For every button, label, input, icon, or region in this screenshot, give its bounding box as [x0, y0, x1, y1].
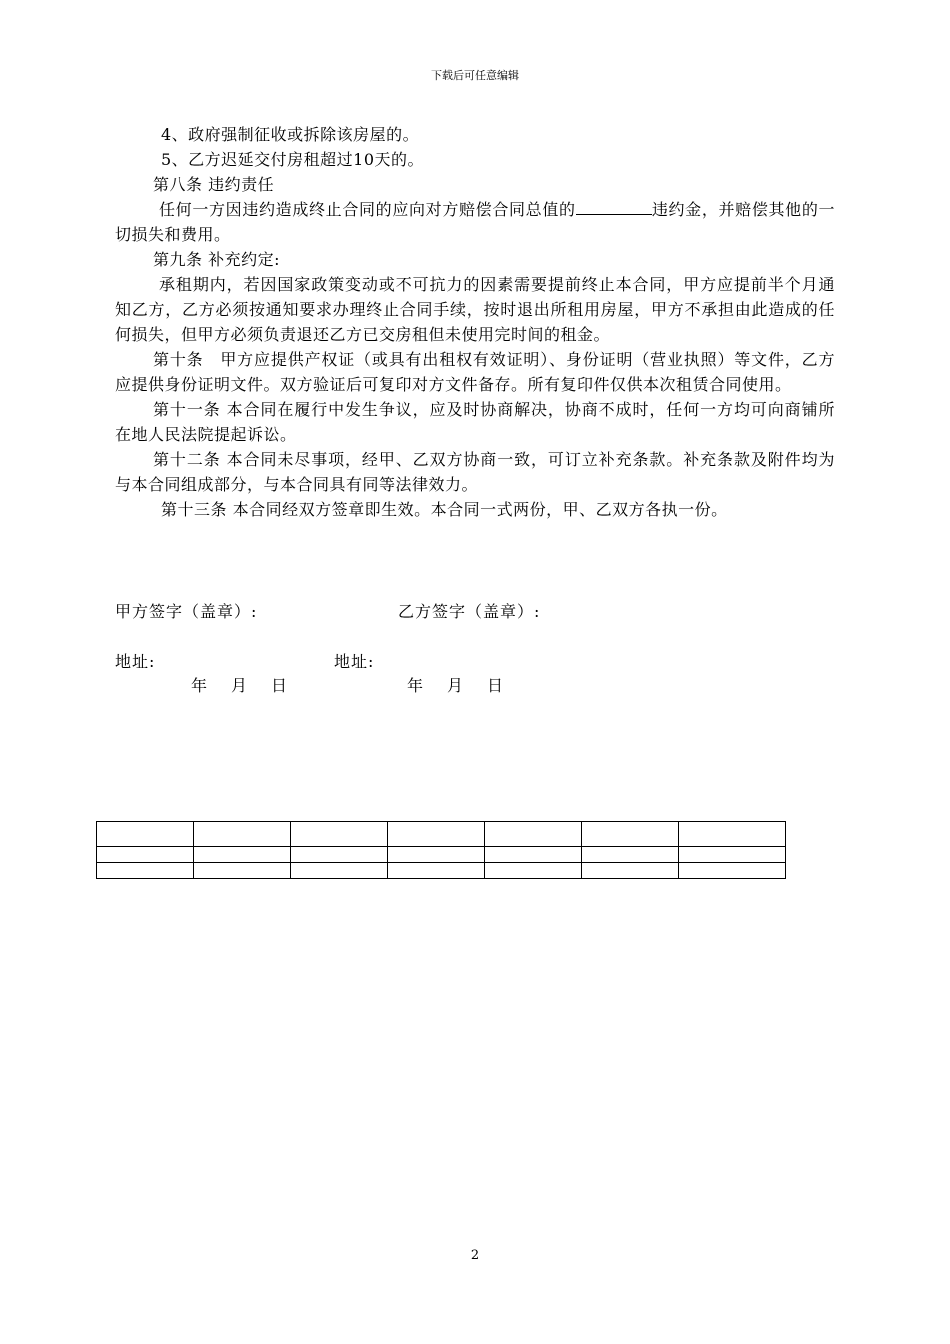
table-cell	[485, 822, 582, 847]
table-cell	[485, 863, 582, 879]
penalty-blank	[576, 198, 652, 215]
item-4: 4、政府强制征收或拆除该房屋的。	[161, 125, 420, 144]
article-8-text	[115, 197, 835, 247]
article-11: 第十一条 本合同在履行中发生争议，应及时协商解决，协商不成时，任何一方均可向商铺所在地人民法院提起诉讼。	[115, 400, 835, 444]
article-8-text-after: 违约金，并赔偿其他的一切损失和费用。	[115, 200, 835, 244]
contract-body	[115, 122, 835, 522]
table-cell	[194, 847, 291, 863]
article-8-text-before: 任何一方因违约造成终止合同的应向对方赔偿合同总值的	[159, 200, 576, 219]
table-cell	[679, 863, 786, 879]
article-9-text: 承租期内，若因国家政策变动或不可抗力的因素需要提前终止本合同，甲方应提前半个月通知乙方，乙方必须按通知要求办理终止合同手续，按时退出所租用房屋，甲方不承担由此造成的任何损失，但甲方必须负责退还乙方已交房租但未使用完时间的租金。	[115, 275, 835, 344]
party-b-address: 地址:	[334, 652, 375, 671]
party-b-signature: 乙方签字（盖章）:	[398, 602, 541, 621]
table-cell	[194, 863, 291, 879]
table-cell	[291, 863, 388, 879]
table-cell	[388, 822, 485, 847]
table-cell	[291, 847, 388, 863]
table-row	[97, 847, 786, 863]
table-cell	[388, 847, 485, 863]
article-9-title: 第九条 补充约定:	[153, 250, 280, 269]
article-8-title: 第八条 违约责任	[153, 175, 275, 194]
table-cell	[582, 847, 679, 863]
table-cell	[582, 822, 679, 847]
table-cell	[97, 863, 194, 879]
party-a-signature: 甲方签字（盖章）:	[115, 602, 258, 621]
article-10: 第十条 甲方应提供产权证（或具有出租权有效证明）、身份证明（营业执照）等文件，乙方应提供身份证明文件。双方验证后可复印对方文件备存。所有复印件仅供本次租赁合同使用。	[115, 350, 835, 394]
table-cell	[291, 822, 388, 847]
page-number: 2	[470, 1248, 480, 1263]
party-b-date: 年 月 日	[407, 676, 508, 695]
table-row	[97, 863, 786, 879]
table-cell	[388, 863, 485, 879]
table-cell	[679, 822, 786, 847]
table-cell	[97, 822, 194, 847]
table-row	[97, 822, 786, 847]
table-cell	[194, 822, 291, 847]
table-cell	[485, 847, 582, 863]
header-note: 下载后可任意编辑	[431, 69, 519, 82]
table-cell	[97, 847, 194, 863]
blank-table	[96, 821, 786, 879]
article-13: 第十三条 本合同经双方签章即生效。本合同一式两份，甲、乙双方各执一份。	[161, 500, 728, 519]
article-12: 第十二条 本合同未尽事项，经甲、乙双方协商一致，可订立补充条款。补充条款及附件均为与本合同组成部分，与本合同具有同等法律效力。	[115, 450, 835, 494]
party-a-date: 年 月 日	[191, 676, 292, 695]
item-5: 5、乙方迟延交付房租超过10天的。	[161, 150, 425, 169]
party-a-address: 地址:	[115, 652, 156, 671]
table-cell	[582, 863, 679, 879]
table-cell	[679, 847, 786, 863]
